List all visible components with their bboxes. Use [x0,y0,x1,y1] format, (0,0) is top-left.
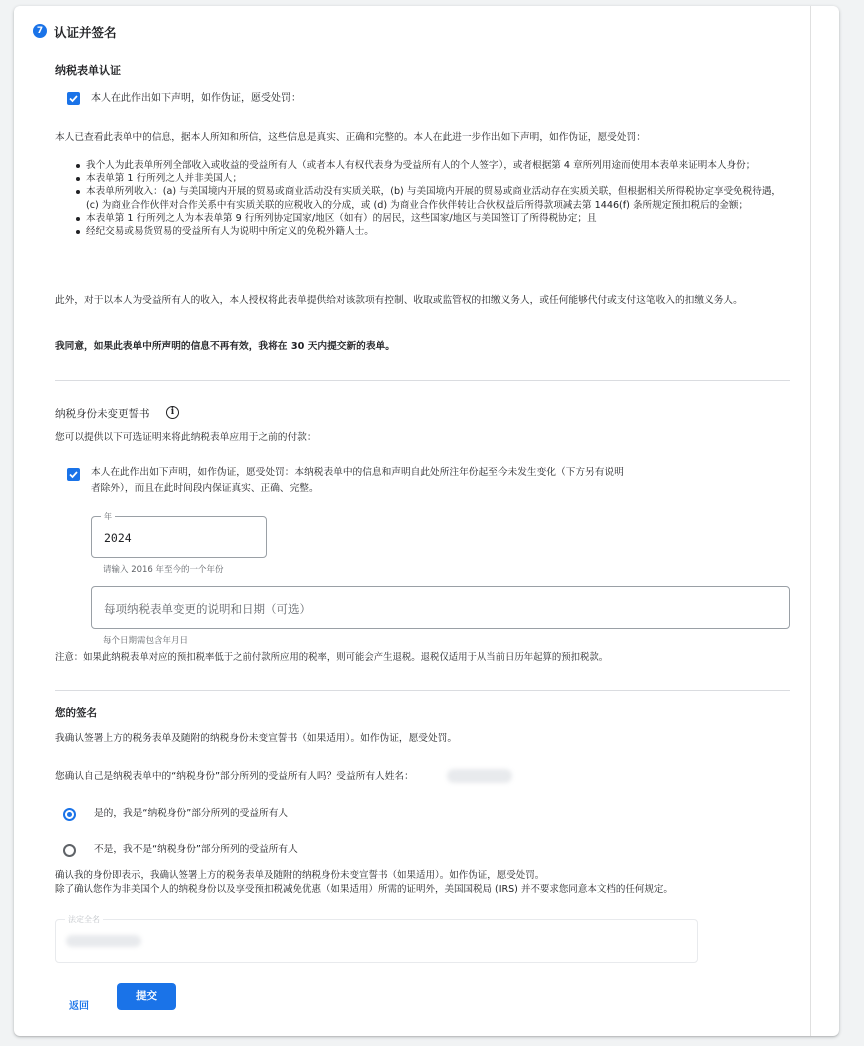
certification-heading: 纳税表单认证 [55,64,121,77]
certification-bullet-list [72,159,792,238]
radio-yes[interactable] [63,808,76,821]
year-input-label: 年 [101,511,115,522]
changes-input[interactable] [91,586,790,629]
checkmark-icon [68,469,79,480]
year-input-value: 2024 [104,531,132,545]
no-change-heading: 纳税身份未变更誓书 [55,408,150,420]
step-number-badge: 7 [33,24,47,38]
no-change-note: 注意：如果此纳税表单对应的预扣税率低于之前付款所应用的税率，则可能会产生退税。退税仅适用于从当前日历年起算的预扣税款。 [55,652,609,663]
section-divider [55,690,790,691]
certification-agreement: 我同意，如果此表单中所声明的信息不再有效，我将在 30 天内提交新的表单。 [55,341,395,352]
legal-name-value-redacted [66,935,141,947]
info-icon[interactable]: i [166,406,179,419]
submit-button[interactable]: 提交 [117,983,176,1010]
no-change-checkbox-label-line1: 本人在此作出如下声明，如作伪证，愿受处罚：本纳税表单中的信息和声明自此处所注年份起至今未发生变化（下方另有说明 [91,467,624,478]
checkmark-icon [68,93,79,104]
certification-checkbox-label: 本人在此作出如下声明，如作伪证，愿受处罚： [91,93,301,104]
changes-input-placeholder: 每项纳税表单变更的说明和日期（可选） [104,602,311,616]
beneficial-owner-name-redacted [447,769,512,783]
no-change-intro: 您可以提供以下可选证明来将此纳税表单应用于之前的付款： [55,432,317,443]
list-item: 经纪交易或易货贸易的受益所有人为说明中所定义的免税外籍人士。 [72,225,792,238]
legal-text-line2: 除了确认您作为非美国个人的纳税身份以及享受预扣税减免优惠（如果适用）所需的证明外，美国国税局 (IRS) 并不要求您同意本文档的任何规定。 [55,884,673,895]
radio-no-label: 不是，我不是“纳税身份”部分所列的受益所有人 [94,844,298,855]
scrollbar-track[interactable] [810,6,811,1036]
radio-yes-label: 是的，我是“纳税身份”部分所列的受益所有人 [94,808,289,819]
form-content [14,6,814,1036]
no-change-checkbox-label-line2: 者除外），而且在此时间段内保证真实、正确、完整。 [91,483,319,494]
certification-intro: 本人已查看此表单中的信息，据本人所知和所信，这些信息是真实、正确和完整的。本人在此进一步作出如下声明，如作伪证，愿受处罚： [55,132,646,143]
legal-name-input[interactable] [55,915,698,963]
signature-confirm-text: 我确认签署上方的税务表单及随附的纳税身份未变宣誓书（如果适用）。如作伪证，愿受处罚。 [55,733,458,744]
year-input-hint: 请输入 2016 年至今的一个年份 [103,565,224,575]
radio-no[interactable] [63,844,76,857]
certification-authorization: 此外，对于以本人为受益所有人的收入，本人授权将此表单提供给对该款项有控制、收取或监管权的扣缴义务人，或任何能够代付或支付这笔收入的扣缴义务人。 [55,295,743,306]
certification-checkbox[interactable] [67,92,80,105]
step-title: 认证并签名 [54,25,117,40]
signature-heading: 您的签名 [55,707,97,719]
list-item: 本表单第 1 行所列之人为本表单第 9 行所列协定国家/地区（如有）的居民，这些国家/地区与美国签订了所得税协定；且 [72,212,792,225]
list-item: 本表单所列收入：(a) 与美国境内开展的贸易或商业活动没有实质关联，(b) 与美国境内开展的贸易或商业活动存在实质关联，但根据相关所得税协定享受免税待遇，(c) 为商业合作伙伴对合作关系中有实质关联的应税收入的分成，或 (d) 为商业合作伙伴转让合伙权益后所得款项减去第 1446(f) 条所规定预扣税后的金额； [72,185,792,211]
form-card [14,6,839,1036]
legal-name-label: 法定全名 [65,914,103,925]
legal-text-line1: 确认我的身份即表示，我确认签署上方的税务表单及随附的纳税身份未变宣誓书（如果适用）。如作伪证，愿受处罚。 [55,870,545,881]
beneficial-owner-question: 您确认自己是纳税表单中的“纳税身份”部分所列的受益所有人吗？受益所有人姓名： [55,771,414,782]
list-item: 我个人为此表单所列全部收入或收益的受益所有人（或者本人有权代表身为受益所有人的个人签字），或者根据第 4 章所列用途而使用本表单来证明本人身份； [72,159,792,172]
changes-input-hint: 每个日期需包含年月日 [103,636,189,646]
section-divider [55,380,790,381]
year-input[interactable] [91,512,267,558]
back-button[interactable]: 返回 [69,1001,89,1012]
no-change-checkbox[interactable] [67,468,80,481]
list-item: 本表单第 1 行所列之人并非美国人； [72,172,792,185]
